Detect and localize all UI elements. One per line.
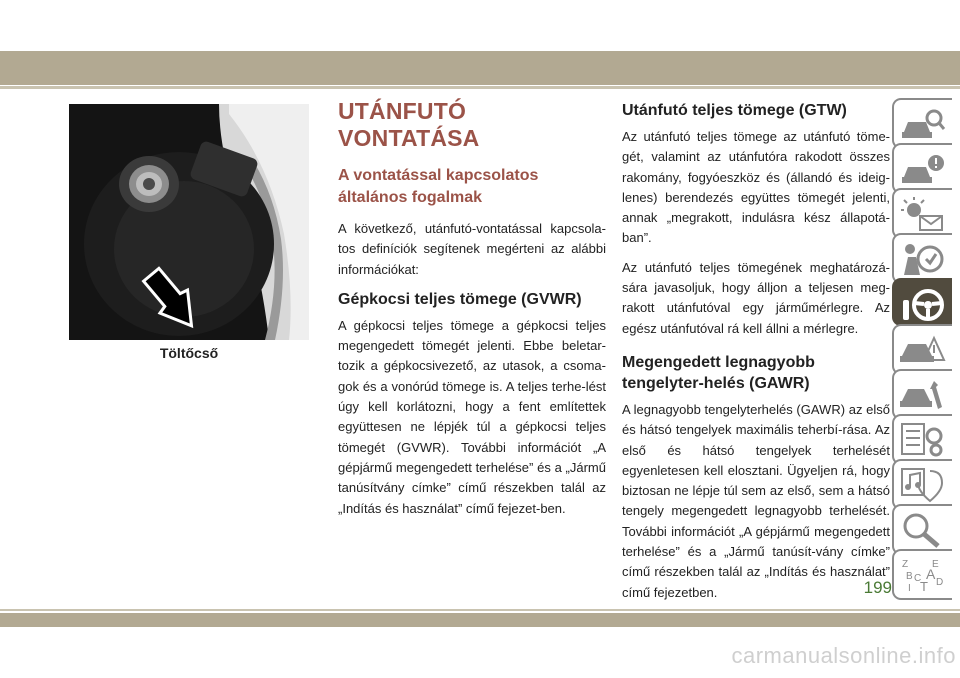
gtw-heading: Utánfutó teljes tömege (GTW) — [622, 102, 847, 119]
index-letter: C — [914, 573, 922, 584]
tab-airbag-person[interactable] — [892, 233, 952, 284]
tab-magnifier[interactable] — [892, 504, 952, 555]
gtw-paragraph-1: Az utánfutó teljes tömege az utánfutó töme-gét, valamint az utánfutóra rakodott összes rakomány, fogyóeszköz és (állandó és ideig-lenes) berendezés együttes tömegét jelenti, annak „megrakott, indulásra kész állapotá-ban”. — [622, 129, 890, 246]
top-decorative-band — [0, 51, 960, 85]
filler-neck-illustration — [69, 104, 309, 340]
page-number: 199 — [863, 578, 892, 597]
index-letter: A — [926, 566, 936, 582]
alphabet-index-icon — [900, 557, 946, 595]
top-band-line — [0, 86, 960, 89]
gtw-paragraph-2: Az utánfutó teljes tömegének meghatározá-sára javasoljuk, hogy álljon a teljesen meg-rakott utánfutóval egy járműmérlegre. Az egész utánfutóval rá kell állni a mérlegre. — [622, 259, 890, 336]
photo-caption: Töltőcső — [159, 345, 219, 361]
site-watermark: carmanualsonline.info — [731, 643, 956, 668]
car-hazard-icon — [900, 332, 946, 370]
tab-car-tools[interactable] — [892, 369, 952, 420]
car-tools-icon — [900, 377, 946, 415]
text-column-left — [338, 98, 606, 528]
index-letter: E — [932, 559, 939, 570]
text-column-right — [622, 100, 890, 612]
gawr-heading: Megengedett legnagyobb tengelyter-helés (GAWR) — [622, 353, 815, 392]
steering-wheel-icon — [900, 286, 946, 324]
car-warning-icon — [900, 151, 946, 189]
magnifier-icon — [900, 512, 946, 550]
bottom-decorative-band — [0, 613, 960, 627]
tab-car-search[interactable] — [892, 98, 952, 149]
chapter-tab-sidebar — [892, 98, 960, 594]
section-title: UTÁNFUTÓ VONTATÁSA — [338, 98, 480, 151]
airbag-person-icon — [900, 241, 946, 279]
gvwr-paragraph: A gépkocsi teljes tömege a gépkocsi teljes megengedett tömegét jelenti. Ebbe beletar-tozik a gépkocsivezető, az utasok, a csoma-gok és a vonórúd tömege is. A teljes terhe-lést úgy kell korlátozni, hogy a fent említettek együttesen ne lépjék túl a gépkocsi teljes tömegét (GVWR). További információt „A gépjármű megengedett terhelése” és a „Jármű tanúsítvány címke” című részekben talál az „Indítás és használat” című fejezet-ben. — [338, 317, 606, 516]
index-letter: I — [908, 583, 911, 594]
gawr-paragraph: A legnagyobb tengelyterhelés (GAWR) az első és hátsó tengelyek maximális teherbí-rása. Az első és hátsó tengelyek terhelését egyenletesen kell elosztani. Ügyeljen rá, hogy biztosan ne lépje túl sem az első, sem a hátsó tengely megengedett legnagyobb terhelését. További információt „A gépjármű megengedett terhelése” és a „Jármű tanúsít-vány címke” című részekben talál az „Indítás és használat” című fejezetben. — [622, 401, 890, 600]
tab-steering-wheel-active[interactable] — [892, 278, 952, 326]
car-search-icon — [900, 106, 946, 144]
tab-car-warning[interactable] — [892, 143, 952, 194]
filler-neck-photo — [69, 104, 309, 340]
index-letter: T — [920, 579, 928, 594]
tab-car-hazard[interactable] — [892, 324, 952, 375]
index-letter: Z — [902, 559, 909, 570]
index-letter: B — [906, 571, 913, 582]
tab-light-message[interactable] — [892, 188, 952, 239]
intro-paragraph: A következő, utánfutó-vontatással kapcsola-tos definíciók segítenek megérteni az alábbi információkat: — [338, 221, 606, 277]
light-message-icon — [900, 196, 946, 234]
checklist-gears-icon — [900, 422, 946, 460]
tab-music-map[interactable] — [892, 459, 952, 510]
tab-alphabet-index[interactable] — [892, 549, 952, 600]
bottom-band-line — [0, 609, 960, 611]
gvwr-heading: Gépkocsi teljes tömege (GVWR) — [338, 290, 582, 308]
music-map-icon — [900, 467, 946, 505]
index-letter: D — [936, 577, 944, 588]
section-subtitle: A vontatással kapcsolatos általános fogalmak — [338, 167, 539, 206]
tab-checklist-gears[interactable] — [892, 414, 952, 465]
